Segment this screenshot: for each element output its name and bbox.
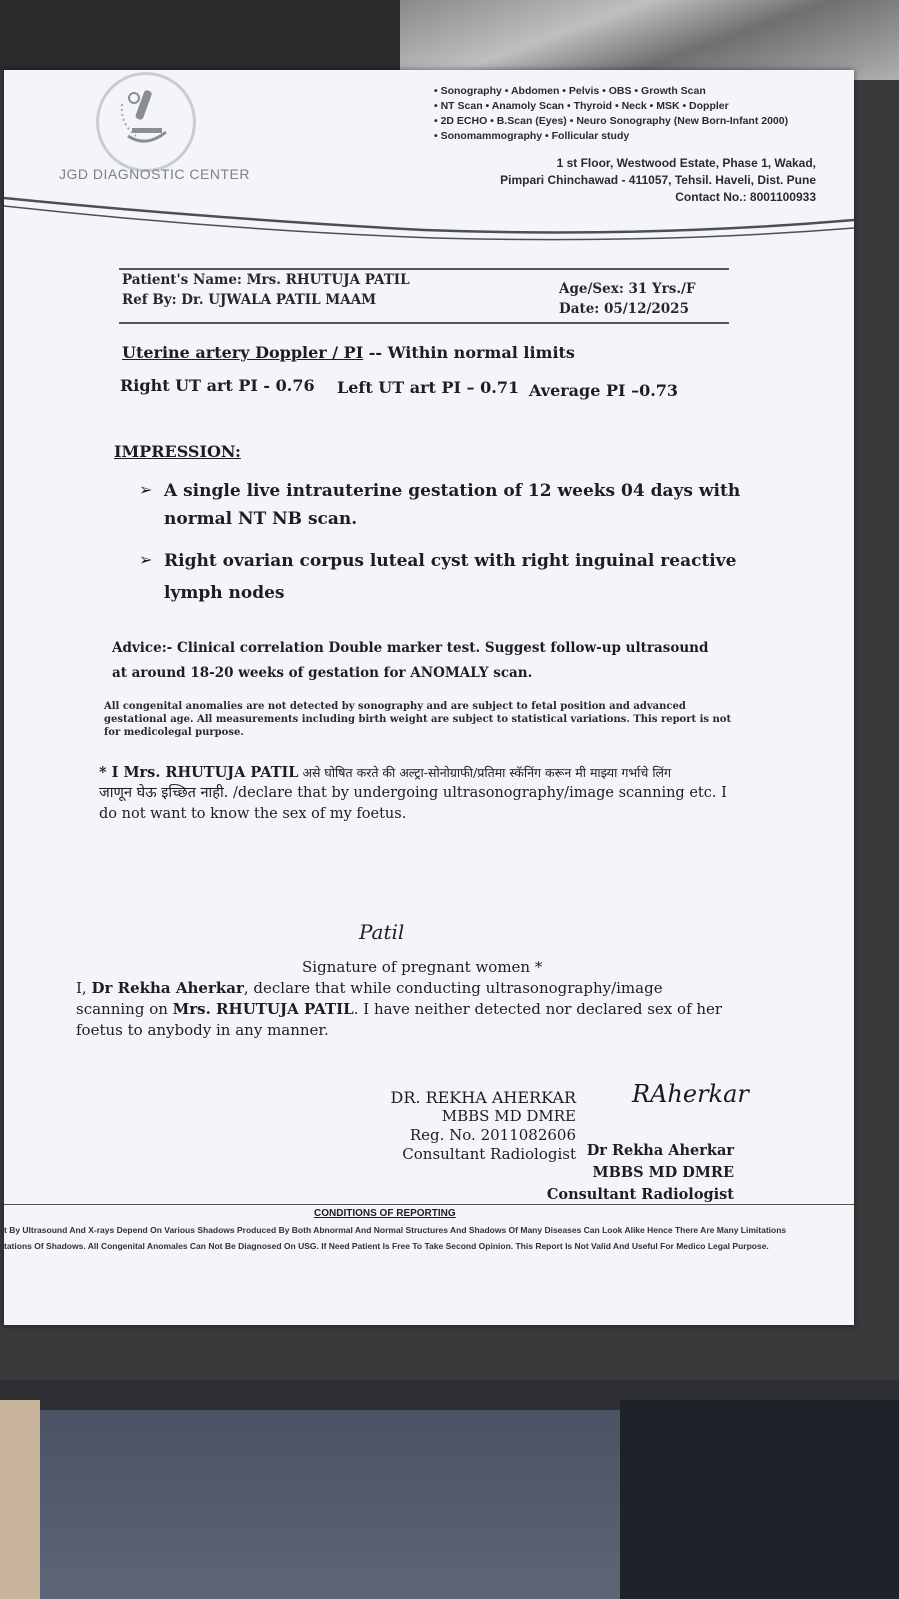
disclaimer-line: gestational age. All measurements including birth weight are subject to statistical variations. This report is not bbox=[104, 714, 732, 725]
stamp-role: Consultant Radiologist bbox=[402, 1145, 576, 1163]
advice bbox=[112, 636, 752, 686]
services-list bbox=[434, 84, 844, 144]
report-sheet bbox=[4, 70, 854, 1325]
impression-heading: IMPRESSION: bbox=[114, 442, 241, 461]
stamp-reg: Reg. No. 2011082606 bbox=[409, 1126, 576, 1144]
text: , declare that while conducting ultrasonography/image bbox=[243, 979, 663, 997]
conditions-title: CONDITIONS OF REPORTING bbox=[314, 1208, 456, 1219]
conditions-rule bbox=[4, 1204, 854, 1205]
advice-line: at around 18-20 weeks of gestation for ANOMALY scan. bbox=[112, 665, 533, 681]
address-line: 1 st Floor, Westwood Estate, Phase 1, Wakad, bbox=[556, 156, 816, 170]
disclaimer bbox=[104, 700, 784, 739]
conditions-line: tations Of Shadows. All Congenital Anomales Can Not Be Diagnosed On USG. If Need Patient Is Free To Take Second Opinion. This Report Is Not Valid And Useful For Medico Legal Purpose. bbox=[4, 1241, 769, 1251]
doctor-declaration bbox=[76, 978, 796, 1041]
disclaimer-line: All congenital anomalies are not detected by sonography and are subject to fetal position and advanced bbox=[104, 701, 686, 712]
doctor-name: Dr Rekha Aherkar bbox=[91, 979, 244, 997]
patient-name: Patient's Name: Mrs. RHUTUJA PATIL bbox=[122, 272, 410, 288]
doctor-block-degree: MBBS MD DMRE bbox=[592, 1164, 734, 1181]
advice-line: Advice:- Clinical correlation Double marker test. Suggest follow-up ultrasound bbox=[112, 640, 709, 656]
doppler-line bbox=[122, 343, 575, 362]
services-line: • Sonography • Abdomen • Pelvis • OBS • Growth Scan bbox=[434, 85, 706, 97]
text: . I have neither detected nor declared sex of her bbox=[353, 1000, 723, 1018]
conditions-line: t By Ultrasound And X-rays Depend On Various Shadows Produced By Both Abnormal And Normal Structures And Shadows Of Many Diseases Can Look Alike Hence There Are Many Limitations bbox=[4, 1225, 787, 1235]
bullet-arrow-icon: ➢ bbox=[139, 550, 153, 569]
address-line: Pimpari Chinchawad - 411057, Tehsil. Haveli, Dist. Pune bbox=[500, 173, 816, 187]
declaration-line: do not want to know the sex of my foetus. bbox=[99, 806, 407, 822]
doctor-decl-line bbox=[76, 978, 796, 999]
doctor-decl-line bbox=[76, 999, 796, 1020]
text: scanning on bbox=[76, 1000, 173, 1018]
doctor-signature: RAherkar bbox=[632, 1080, 749, 1108]
stamp-name: DR. REKHA AHERKAR bbox=[390, 1088, 576, 1107]
impression-item-line: Right ovarian corpus luteal cyst with right inguinal reactive bbox=[164, 551, 737, 571]
declaration-line: जाणून घेऊ इच्छित नाही. /declare that by undergoing ultrasonography/image scanning etc. I bbox=[99, 785, 727, 801]
patient-name-inline: Mrs. RHUTUJA PATIL bbox=[172, 1000, 354, 1018]
doctor-block-role: Consultant Radiologist bbox=[546, 1186, 734, 1203]
patient-declaration bbox=[99, 762, 799, 825]
fabric-dark bbox=[620, 1400, 899, 1599]
doppler-heading: Uterine artery Doppler / PI bbox=[122, 343, 364, 362]
bullet-arrow-icon: ➢ bbox=[139, 480, 153, 499]
text: I, bbox=[76, 979, 92, 997]
services-line: • 2D ECHO • B.Scan (Eyes) • Neuro Sonography (New Born-Infant 2000) bbox=[434, 115, 789, 127]
declaration-prefix: * I Mrs. RHUTUJA PATIL bbox=[99, 764, 299, 781]
doctor-block bbox=[544, 1140, 734, 1206]
impression-item bbox=[164, 477, 764, 533]
declaration-marathi: असे घोषित करते की अल्ट्रा-सोनोग्राफी/प्रतिमा स्कॅनिंग करून मी माझ्या गर्भाचे लिंग bbox=[298, 765, 672, 780]
pi-left: Left UT art PI – 0.71 bbox=[337, 378, 520, 397]
pi-right: Right UT art PI - 0.76 bbox=[120, 376, 315, 395]
declaration-line bbox=[99, 762, 799, 783]
patient-signature: Patil bbox=[359, 920, 405, 944]
referred-by: Ref By: Dr. UJWALA PATIL MAAM bbox=[122, 292, 377, 308]
impression-item bbox=[164, 547, 784, 607]
age-sex: Age/Sex: 31 Yrs./F bbox=[559, 281, 696, 297]
microscope-logo-icon bbox=[114, 84, 178, 148]
background-surface bbox=[0, 1400, 40, 1599]
patient-bottom-rule bbox=[119, 322, 729, 324]
plastic-wrap bbox=[400, 0, 899, 80]
pi-average: Average PI –0.73 bbox=[529, 381, 679, 400]
impression-item-line: lymph nodes bbox=[164, 583, 285, 603]
disclaimer-line: for medicolegal purpose. bbox=[104, 727, 244, 738]
conditions-text bbox=[4, 1222, 854, 1254]
doppler-result: -- Within normal limits bbox=[363, 343, 575, 362]
doctor-decl-line: foetus to anybody in any manner. bbox=[76, 1021, 329, 1039]
impression-item-line: A single live intrauterine gestation of 12 weeks 04 days with bbox=[164, 481, 741, 501]
patient-top-rule bbox=[119, 268, 729, 270]
header-wave-divider bbox=[4, 188, 854, 248]
stamp-degree: MBBS MD DMRE bbox=[441, 1107, 576, 1125]
signature-caption: Signature of pregnant women * bbox=[302, 958, 543, 976]
report-date: Date: 05/12/2025 bbox=[559, 301, 689, 317]
center-name: JGD DIAGNOSTIC CENTER bbox=[59, 166, 250, 182]
contact-number: Contact No.: 8001100933 bbox=[675, 190, 816, 204]
services-line: • Sonomammography • Follicular study bbox=[434, 130, 630, 142]
impression-item-line: normal NT NB scan. bbox=[164, 509, 358, 529]
services-line: • NT Scan • Anamoly Scan • Thyroid • Neck • MSK • Doppler bbox=[434, 100, 729, 112]
doctor-block-name: Dr Rekha Aherkar bbox=[586, 1142, 734, 1159]
